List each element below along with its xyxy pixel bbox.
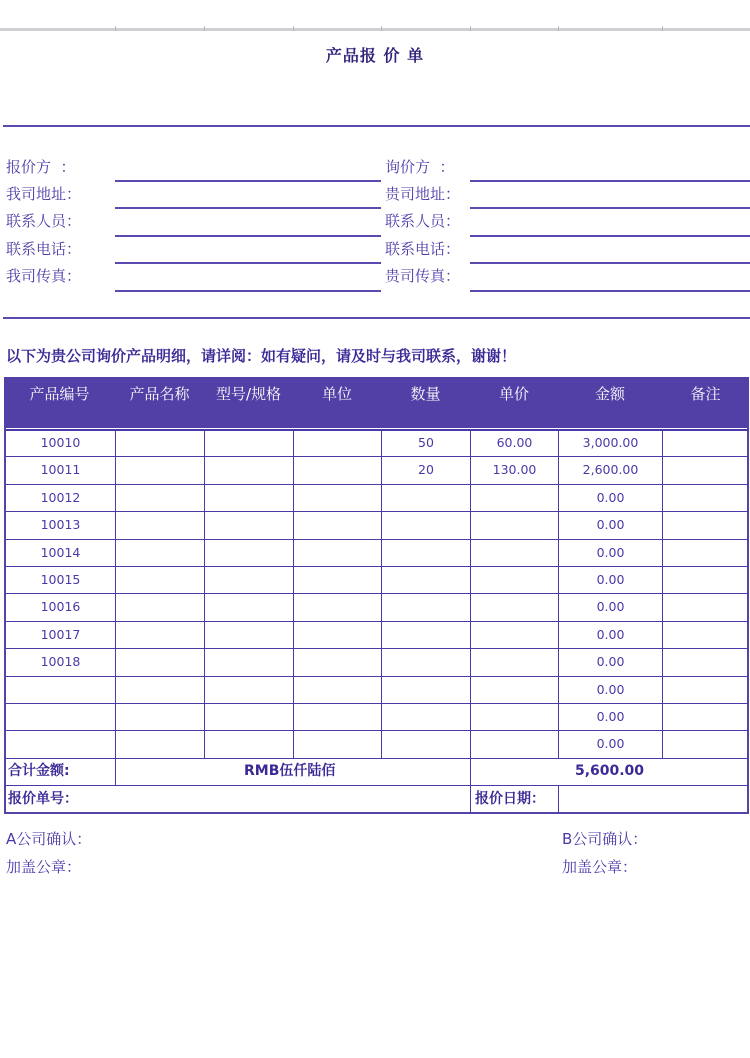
your-fax-field[interactable]	[470, 290, 750, 292]
cell-remarks[interactable]	[663, 457, 748, 484]
cell-quantity[interactable]: 20	[382, 457, 471, 484]
cell-remarks[interactable]	[663, 567, 748, 594]
our-phone-field[interactable]	[115, 262, 381, 264]
cell-unit[interactable]	[294, 677, 382, 704]
cell-product-name[interactable]	[116, 677, 205, 704]
cell-unit-price[interactable]	[471, 677, 559, 704]
cell-remarks[interactable]	[663, 622, 748, 649]
col-header-remarks: 备注	[690, 385, 721, 403]
total-amount: 5,600.00	[471, 758, 748, 786]
cell-remarks[interactable]	[663, 594, 748, 621]
cell-product-code[interactable]: 10012	[6, 485, 116, 512]
cell-model-spec[interactable]	[205, 512, 294, 539]
your-fax-label: 贵司传真：	[385, 267, 461, 285]
cell-unit-price[interactable]	[471, 594, 559, 621]
cell-remarks[interactable]	[663, 704, 748, 731]
your-address-field[interactable]	[470, 207, 750, 209]
col-header-product-name: 产品名称	[129, 385, 190, 403]
cell-unit-price[interactable]	[471, 540, 559, 567]
cell-quantity[interactable]	[382, 731, 471, 758]
cell-quantity[interactable]	[382, 677, 471, 704]
cell-product-name[interactable]	[116, 649, 205, 676]
our-contact-field[interactable]	[115, 235, 381, 237]
cell-product-name[interactable]	[116, 731, 205, 758]
cell-unit[interactable]	[294, 731, 382, 758]
ruler-tick	[115, 26, 116, 31]
cell-unit-price[interactable]	[471, 567, 559, 594]
col-header-amount: 金额	[594, 385, 625, 403]
cell-product-name[interactable]	[116, 430, 205, 457]
cell-model-spec[interactable]	[205, 622, 294, 649]
inquirer-label: 询价方 ：	[385, 158, 455, 176]
cell-amount[interactable]: 0.00	[559, 649, 663, 676]
cell-amount[interactable]: 0.00	[559, 540, 663, 567]
cell-unit-price[interactable]	[471, 731, 559, 758]
company-b-confirm: B公司确认：	[562, 830, 648, 848]
cell-model-spec[interactable]	[205, 731, 294, 758]
quoter-field[interactable]	[115, 180, 381, 182]
your-address-label: 贵司地址：	[385, 185, 461, 203]
quote-date-label: 报价日期：	[471, 786, 559, 812]
cell-remarks[interactable]	[663, 677, 748, 704]
cell-remarks[interactable]	[663, 731, 748, 758]
company-b-seal: 加盖公章：	[562, 858, 638, 876]
our-fax-label: 我司传真：	[6, 267, 82, 285]
ruler-tick	[204, 26, 205, 31]
cell-quantity[interactable]	[382, 512, 471, 539]
our-phone-label: 联系电话：	[6, 240, 82, 258]
cell-amount[interactable]: 0.00	[559, 567, 663, 594]
ruler-tick	[558, 26, 559, 31]
inquiry-notice: 以下为贵公司询价产品明细，请详阅：如有疑问，请及时与我司联系，谢谢！	[6, 347, 517, 365]
cell-product-code[interactable]: 10011	[6, 457, 116, 484]
cell-amount[interactable]: 0.00	[559, 704, 663, 731]
cell-unit-price[interactable]	[471, 704, 559, 731]
cell-amount[interactable]: 0.00	[559, 485, 663, 512]
cell-product-code[interactable]	[6, 677, 116, 704]
our-address-label: 我司地址：	[6, 185, 82, 203]
cell-quantity[interactable]	[382, 649, 471, 676]
cell-model-spec[interactable]	[205, 457, 294, 484]
cell-product-name[interactable]	[116, 540, 205, 567]
cell-unit[interactable]	[294, 704, 382, 731]
cell-product-code[interactable]: 10010	[6, 430, 116, 457]
cell-amount[interactable]: 0.00	[559, 677, 663, 704]
cell-amount[interactable]: 0.00	[559, 622, 663, 649]
ruler-tick	[662, 26, 663, 31]
cell-unit-price[interactable]	[471, 512, 559, 539]
cell-model-spec[interactable]	[205, 567, 294, 594]
company-a-confirm: A公司确认：	[6, 830, 92, 848]
cell-quantity[interactable]	[382, 594, 471, 621]
cell-unit-price[interactable]: 60.00	[471, 430, 559, 457]
cell-product-name[interactable]	[116, 485, 205, 512]
your-contact-field[interactable]	[470, 235, 750, 237]
cell-amount[interactable]: 0.00	[559, 594, 663, 621]
inquirer-field[interactable]	[470, 180, 750, 182]
col-header-quantity: 数量	[410, 385, 441, 403]
cell-amount[interactable]: 0.00	[559, 731, 663, 758]
col-header-model-spec: 型号/规格	[215, 385, 282, 403]
your-phone-field[interactable]	[470, 262, 750, 264]
cell-product-name[interactable]	[116, 704, 205, 731]
cell-model-spec[interactable]	[205, 540, 294, 567]
cell-quantity[interactable]: 50	[382, 430, 471, 457]
cell-unit[interactable]	[294, 540, 382, 567]
cell-model-spec[interactable]	[205, 704, 294, 731]
cell-unit-price[interactable]: 130.00	[471, 457, 559, 484]
cell-product-code[interactable]: 10016	[6, 594, 116, 621]
title-divider	[3, 125, 750, 127]
your-phone-label: 联系电话：	[385, 240, 461, 258]
company-a-seal: 加盖公章：	[6, 858, 82, 876]
your-contact-label: 联系人员：	[385, 212, 461, 230]
cell-unit-price[interactable]	[471, 622, 559, 649]
quoter-label: 报价方 ：	[6, 158, 76, 176]
our-contact-label: 联系人员：	[6, 212, 82, 230]
sheet-ruler	[0, 28, 750, 31]
cell-unit[interactable]	[294, 567, 382, 594]
cell-product-code[interactable]: 10017	[6, 622, 116, 649]
cell-remarks[interactable]	[663, 649, 748, 676]
cell-amount[interactable]: 2,600.00	[559, 457, 663, 484]
total-in-words: RMB伍仟陆佰	[116, 758, 471, 786]
cell-model-spec[interactable]	[205, 485, 294, 512]
ruler-tick	[381, 26, 382, 31]
cell-unit[interactable]	[294, 594, 382, 621]
quote-date-field[interactable]	[559, 786, 748, 812]
our-address-field[interactable]	[115, 207, 381, 209]
cell-product-code[interactable]	[6, 704, 116, 731]
cell-product-name[interactable]	[116, 622, 205, 649]
cell-quantity[interactable]	[382, 704, 471, 731]
cell-unit[interactable]	[294, 622, 382, 649]
cell-product-name[interactable]	[116, 567, 205, 594]
cell-model-spec[interactable]	[205, 649, 294, 676]
col-header-product-code: 产品编号	[29, 385, 90, 403]
cell-model-spec[interactable]	[205, 677, 294, 704]
cell-product-code[interactable]: 10014	[6, 540, 116, 567]
ruler-tick	[470, 26, 471, 31]
cell-unit[interactable]	[294, 457, 382, 484]
cell-remarks[interactable]	[663, 485, 748, 512]
cell-product-name[interactable]	[116, 457, 205, 484]
total-label: 合计金额:	[6, 758, 116, 786]
cell-product-name[interactable]	[116, 594, 205, 621]
cell-unit[interactable]	[294, 430, 382, 457]
cell-product-code[interactable]	[6, 731, 116, 758]
col-header-unit: 单位	[321, 385, 352, 403]
cell-quantity[interactable]	[382, 485, 471, 512]
cell-model-spec[interactable]	[205, 430, 294, 457]
cell-unit-price[interactable]	[471, 485, 559, 512]
cell-quantity[interactable]	[382, 622, 471, 649]
section-divider	[3, 317, 750, 319]
ruler-tick	[293, 26, 294, 31]
cell-remarks[interactable]	[663, 540, 748, 567]
cell-quantity[interactable]	[382, 567, 471, 594]
cell-amount[interactable]: 0.00	[559, 512, 663, 539]
table-body-top-border	[6, 429, 748, 431]
quote-number-label: 报价单号：	[6, 786, 471, 812]
cell-quantity[interactable]	[382, 540, 471, 567]
cell-product-code[interactable]: 10018	[6, 649, 116, 676]
cell-product-code[interactable]: 10015	[6, 567, 116, 594]
col-header-unit-price: 单价	[498, 385, 529, 403]
cell-remarks[interactable]	[663, 430, 748, 457]
cell-unit[interactable]	[294, 512, 382, 539]
cell-unit-price[interactable]	[471, 649, 559, 676]
cell-unit[interactable]	[294, 485, 382, 512]
cell-model-spec[interactable]	[205, 594, 294, 621]
cell-remarks[interactable]	[663, 512, 748, 539]
our-fax-field[interactable]	[115, 290, 381, 292]
page-title: 产品报 价 单	[325, 46, 425, 65]
cell-product-name[interactable]	[116, 512, 205, 539]
cell-unit[interactable]	[294, 649, 382, 676]
cell-amount[interactable]: 3,000.00	[559, 430, 663, 457]
cell-product-code[interactable]: 10013	[6, 512, 116, 539]
table-header	[4, 377, 749, 428]
